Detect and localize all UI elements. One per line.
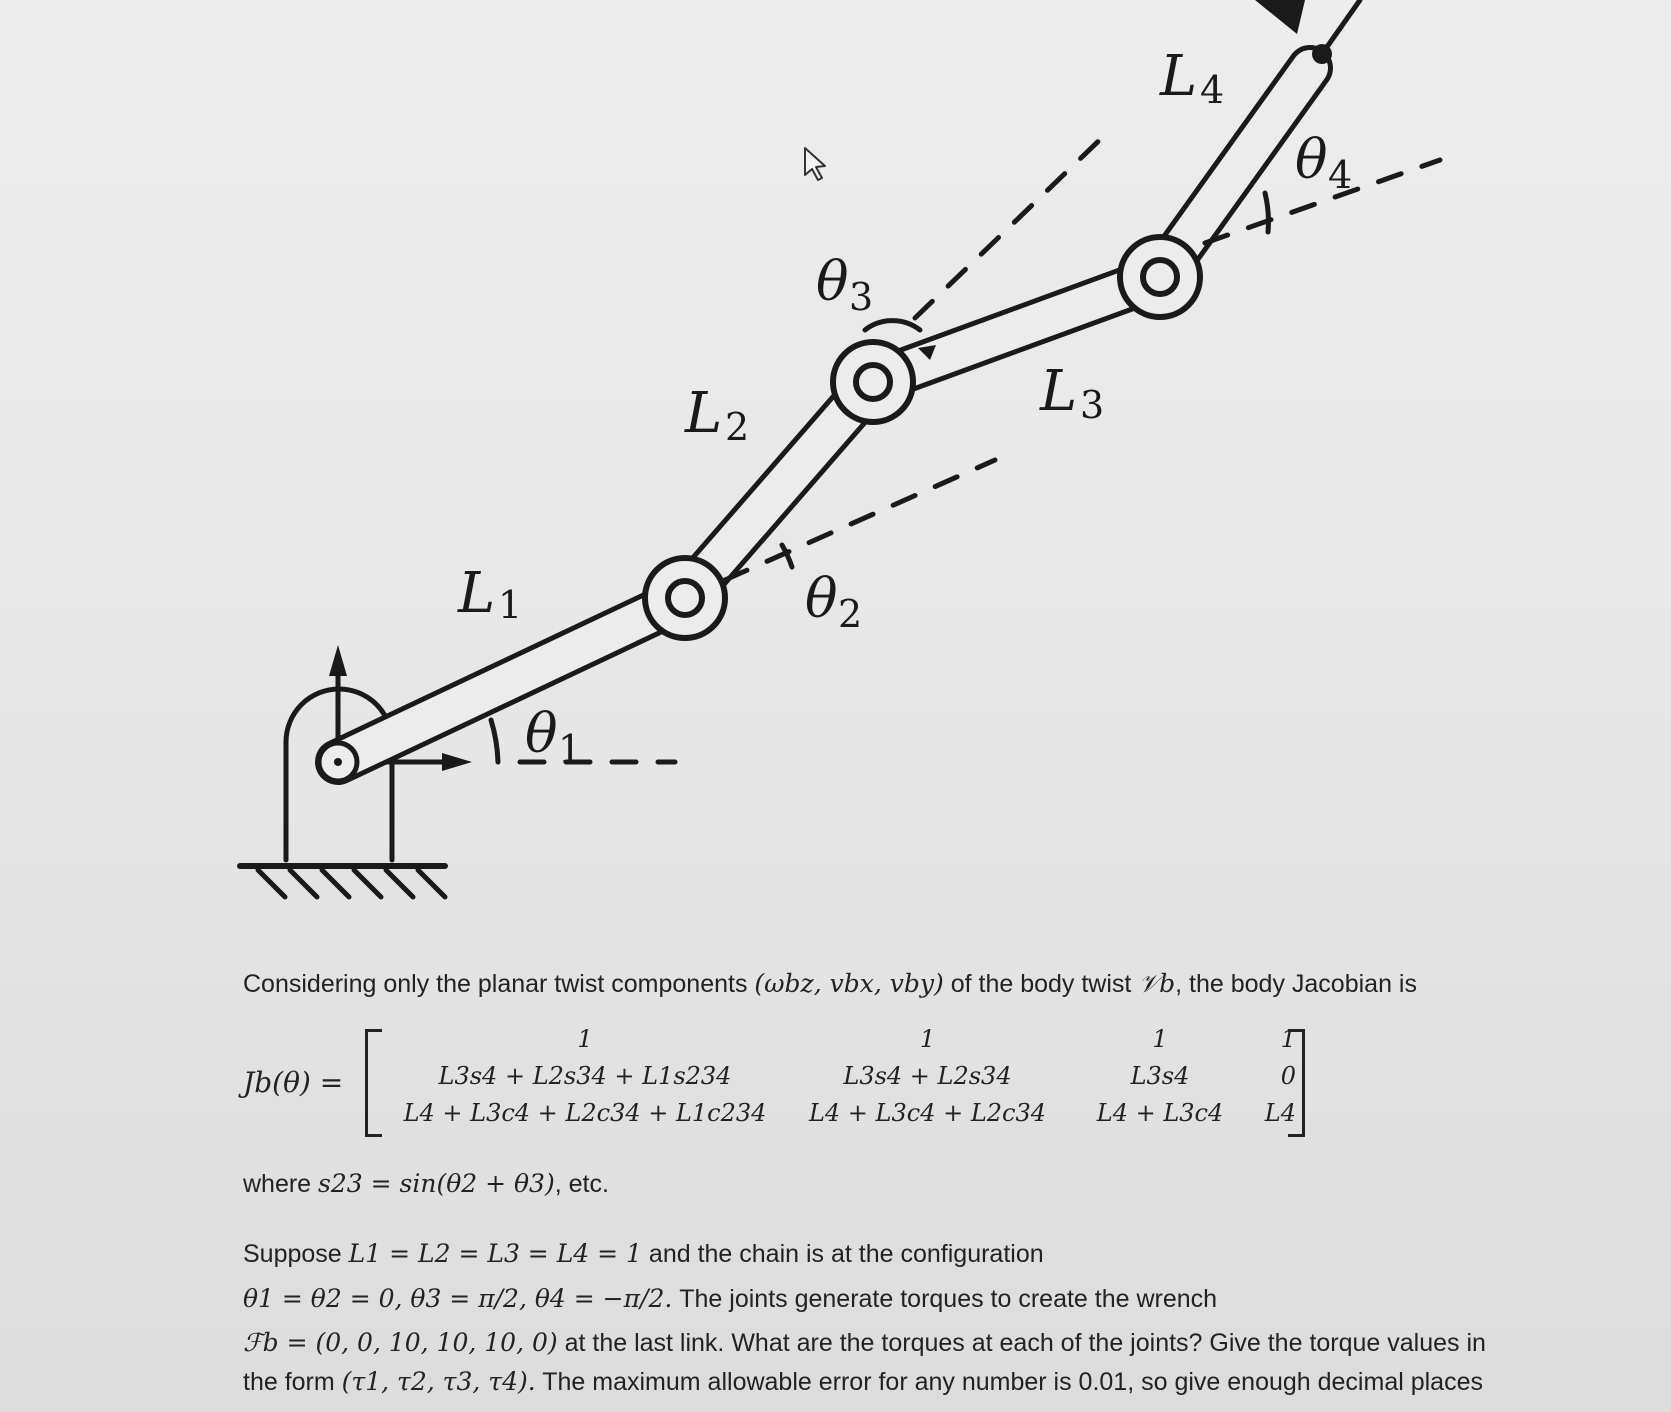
cursor-icon <box>805 148 825 180</box>
config-tail: The joints generate torques to create the wrench <box>679 1285 1218 1313</box>
form-math: (τ1, τ2, τ3, τ4). <box>341 1367 536 1396</box>
intro-suffix: , the body Jacobian is <box>1175 970 1417 998</box>
matrix-left-bracket <box>365 1029 382 1137</box>
label-L3: L <box>1040 359 1078 424</box>
sub-L4: 4 <box>1200 68 1225 112</box>
matrix-cell: 0 <box>1280 1062 1296 1090</box>
where-prefix: where <box>243 1170 312 1198</box>
sub-theta1: 1 <box>558 727 583 771</box>
matrix-cell: 1 <box>1152 1025 1168 1053</box>
matrix-cell: L3s4 <box>1130 1062 1190 1090</box>
intro-mid: of the body twist <box>950 970 1132 998</box>
sub-theta3: 3 <box>849 275 874 319</box>
matrix-cell: L4 + L3c4 <box>1096 1099 1224 1127</box>
label-theta2: θ <box>805 567 838 630</box>
matrix-cell: L3s4 + L2s34 <box>843 1062 1012 1090</box>
intro-tuple: (ωbz, vbx, vby) <box>754 969 944 998</box>
where-suffix: , etc. <box>554 1170 609 1198</box>
wrench-tail: at the last link. What are the torques at each of the joints? Give the torque values in <box>564 1329 1486 1357</box>
intro-prefix: Considering only the planar twist components <box>243 970 748 998</box>
sub-theta4: 4 <box>1328 153 1353 197</box>
link-labels <box>457 44 1197 626</box>
matrix-cell: L4 <box>1264 1099 1296 1127</box>
suppose-lengths: L1 = L2 = L3 = L4 = 1 <box>348 1239 642 1268</box>
label-L1: L <box>458 561 496 626</box>
label-L4: L <box>1160 44 1198 109</box>
where-math: s23 = sin(θ2 + θ3) <box>318 1169 555 1198</box>
jacobian-grid <box>385 1025 1300 1136</box>
label-L2: L <box>685 381 723 446</box>
joint-2 <box>645 558 725 638</box>
matrix-cell: L4 + L3c4 + L2c34 <box>808 1099 1047 1127</box>
matrix-cell: 1 <box>919 1025 936 1053</box>
joint-3 <box>833 342 913 422</box>
label-theta4: θ <box>1295 128 1328 191</box>
wrench-math: ℱb = (0, 0, 10, 10, 10, 0) <box>243 1328 558 1357</box>
label-theta3: θ <box>816 250 849 313</box>
matrix-cell: 1 <box>1280 1025 1296 1053</box>
intro-sentence <box>243 968 1417 1000</box>
matrix-cell: 1 <box>577 1025 593 1053</box>
where-sentence <box>243 1168 609 1200</box>
form-prefix: the form <box>243 1368 335 1396</box>
suppose-line-1 <box>243 1238 1044 1270</box>
dashed-reference-lines <box>520 130 1440 762</box>
label-theta1: θ <box>525 702 558 765</box>
suppose-line-3 <box>243 1327 1486 1359</box>
sub-theta2: 2 <box>838 592 863 636</box>
intro-twist: 𝒱b <box>1138 969 1176 998</box>
suppose-prefix: Suppose <box>243 1240 342 1268</box>
form-tail: The maximum allowable error for any number is 0.01, so give enough decimal places <box>542 1368 1483 1396</box>
sub-L1: 1 <box>498 583 523 627</box>
jacobian-label: Jb(θ) = <box>243 1066 344 1099</box>
jacobian-matrix <box>365 1025 1305 1140</box>
suppose-line-4 <box>243 1366 1483 1398</box>
matrix-cell: L3s4 + L2s34 + L1s234 <box>438 1062 732 1090</box>
joint-4 <box>1120 237 1200 317</box>
sub-L3: 3 <box>1080 383 1105 427</box>
matrix-cell: L4 + L3c4 + L2c34 + L1c234 <box>403 1099 767 1127</box>
suppose-line-2 <box>243 1283 1217 1315</box>
config-math: θ1 = θ2 = 0, θ3 = π/2, θ4 = −π/2. <box>243 1284 673 1313</box>
suppose-tail: and the chain is at the configuration <box>648 1240 1044 1268</box>
matrix-right-bracket <box>1288 1029 1305 1137</box>
sub-L2: 2 <box>725 405 750 449</box>
base-joint <box>319 743 357 781</box>
